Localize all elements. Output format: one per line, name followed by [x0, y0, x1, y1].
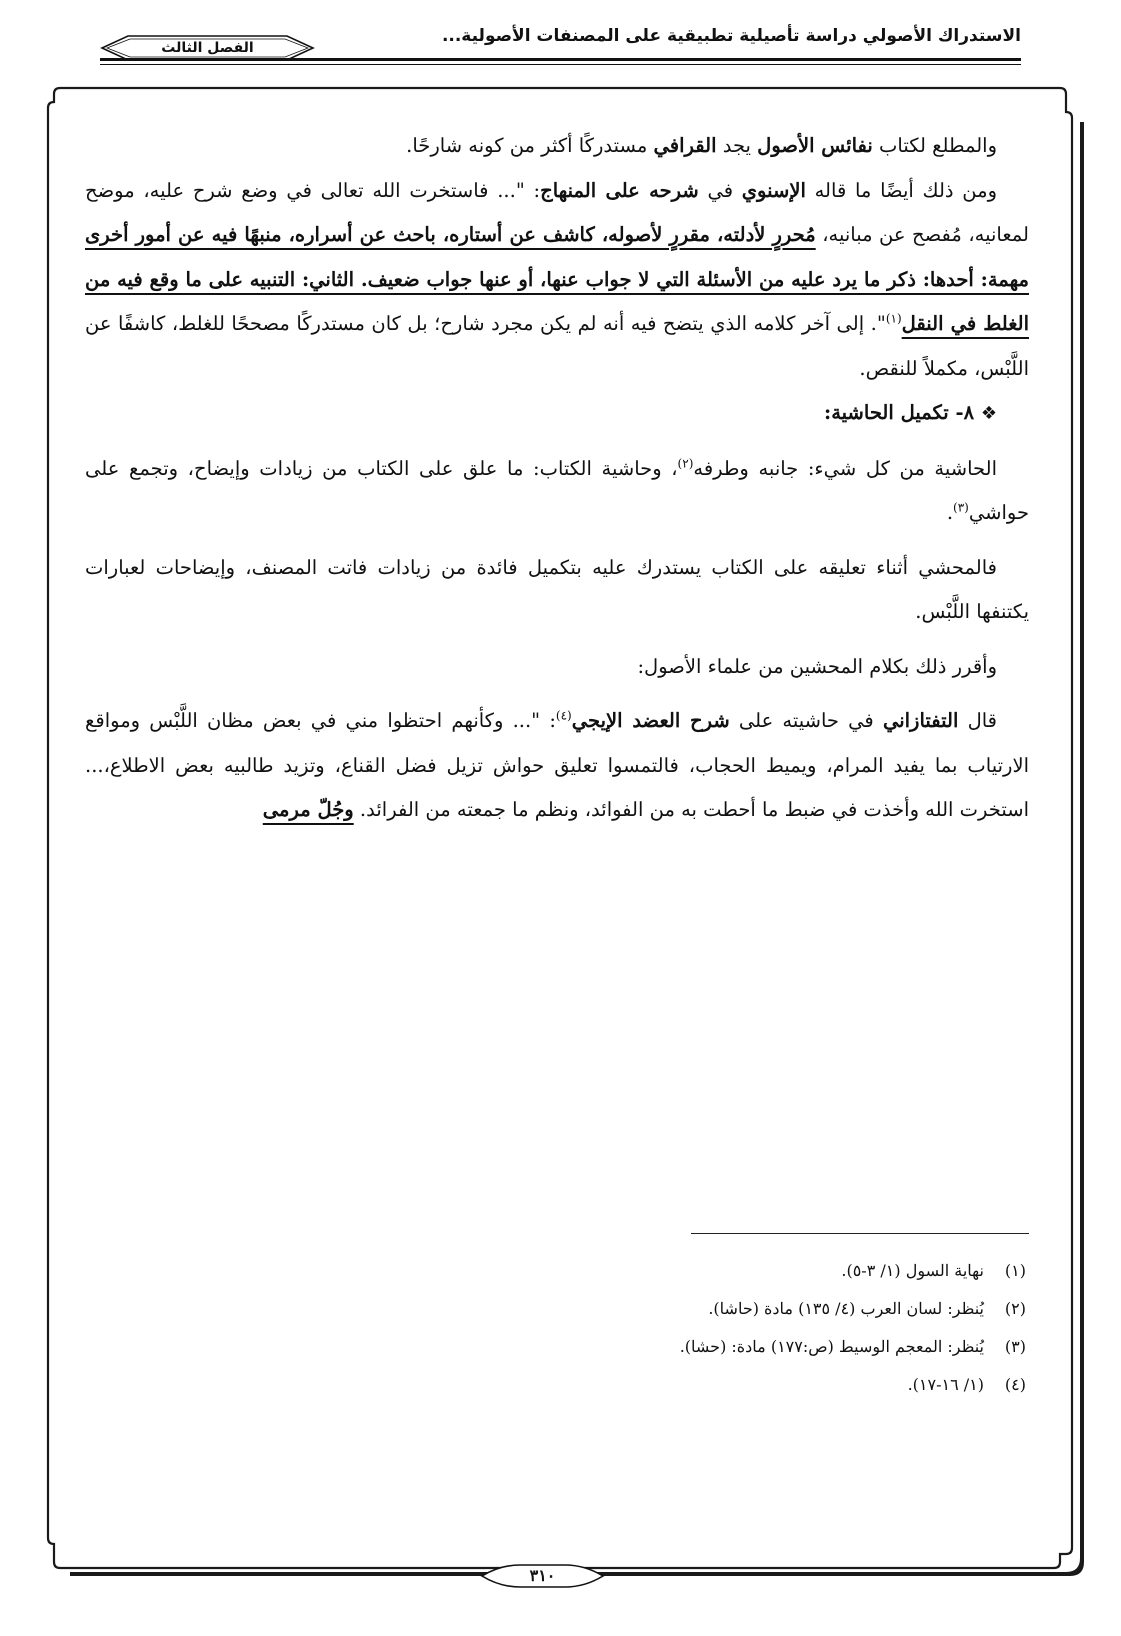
footnote-number: (١): [1004, 1261, 1026, 1280]
footnote-text: نهاية السول (١/ ٣-٥).: [841, 1261, 984, 1280]
footnote-item: [85, 1328, 1026, 1366]
footnote-number: (٣): [1004, 1337, 1026, 1356]
underlined-phrase: وجُلّ مرمى: [262, 798, 354, 821]
footnote-item: [85, 1366, 1026, 1404]
underlined-quote: مُحررٍ لأدلته، مقررٍ لأصوله، كاشف عن أستاره، باحث عن أسراره، منبهًا فيه عن أمور أخرى مهمة: أحدها: ذكر ما يرد عليه من الأسئلة التي لا جواب عنها، أو عنها جواب ضعيف. الثاني: التنبيه على ما وقع فيه من الغلط في النقل: [85, 223, 1029, 335]
footnote-text: يُنظر: المعجم الوسيط (ص:١٧٧) مادة: (حشا).: [679, 1337, 984, 1356]
author-name: القرافي: [653, 134, 717, 157]
paragraph-2: ومن ذلك أيضًا ما قاله الإسنوي في شرحه على المنهاج: "... فاستخرت الله تعالى في وضع شرح عليه، موضح لمعانيه، مُفصح عن مبانيه، مُحررٍ لأدلته، مقررٍ لأصوله، كاشف عن أستاره، باحث عن أسراره، منبهًا فيه عن أمور أخرى مهمة: أحدها: ذكر ما يرد عليه من الأسئلة التي لا جواب عنها، أو عنها جواب ضعيف. الثاني: التنبيه على ما وقع فيه من الغلط في النقل$^{(١)}$". إلى آخر كلامه الذي يتضح فيه أنه لم يكن مجرد شارح؛ بل كان مستدركًا مصححًا للغلط، كاشفًا عن اللَّبْس، مكملاً للنقص.: [85, 178, 1029, 380]
footnote-text: (١/ ١٦-١٧).: [907, 1375, 984, 1394]
footnote-number: (٢): [1004, 1299, 1026, 1318]
book-title: شرح العضد الإيجي: [571, 709, 730, 732]
author-name: الإسنوي: [741, 178, 806, 202]
book-title: شرحه على المنهاج: [540, 178, 699, 202]
running-title: الاستدراك الأصولي دراسة تأصيلية تطبيقية على المصنفات الأصولية...: [441, 26, 1021, 46]
paragraph-3: الحاشية من كل شيء: جانبه وطرفه$^{(٢)}$، وحاشية الكتاب: ما علق على الكتاب من زيادات وإيضاح، وتجمع على حواشي$^{(٣)}$.: [85, 456, 1029, 524]
footnote-number: (٤): [1004, 1375, 1026, 1394]
page-number: ٣١٠: [529, 1566, 556, 1585]
main-text: [85, 124, 1029, 833]
footnote-ref[interactable]: (٢): [677, 456, 694, 470]
footnote-ref[interactable]: (٤): [555, 708, 572, 723]
chapter-label: الفصل الثالث: [161, 40, 254, 56]
author-name: التفتازاني: [882, 709, 959, 732]
footnote-separator: [691, 1233, 1029, 1234]
header-rule-thin: [100, 64, 1021, 65]
book-title: نفائس الأصول: [757, 134, 873, 157]
page-number-badge: [480, 1563, 605, 1589]
diamond-bullet-icon: ❖: [980, 403, 997, 424]
paragraph-5: وأقرر ذلك بكلام المحشين من علماء الأصول:: [637, 654, 997, 678]
footnote-ref[interactable]: (١): [885, 311, 902, 326]
section-heading: ❖ ٨- تكميل الحاشية:: [824, 401, 997, 424]
footnote-ref[interactable]: (٣): [953, 500, 969, 515]
footnote-item: [85, 1252, 1026, 1290]
paragraph-4: فالمحشي أثناء تعليقه على الكتاب يستدرك عليه بتكميل فائدة من زيادات فاتت المصنف، وإيضاحات لعبارات يكتنفها اللَّبْس.: [85, 555, 1029, 623]
paragraph-1: والمطلع لكتاب نفائس الأصول يجد القرافي مستدركًا أكثر من كونه شارحًا.: [406, 134, 997, 157]
footnote-item: [85, 1290, 1026, 1328]
header-rule-thick: [100, 58, 1021, 61]
paragraph-6: قال التفتازاني في حاشيته على شرح العضد الإيجي$^{(٤)}$: "... وكأنهم احتظوا مني في بعض مظان اللَّبْس ومواقع الارتياب بما يفيد المرام، ويميط الحجاب، فالتمسوا تعليق حواش تزيل فضل القناع، وتزيد طالبيه بعض الاطلاع،... استخرت الله وأخذت في ضبط ما أحطت به من الفوائد، ونظم ما جمعته من الفرائد. وجُلّ مرمى: [85, 708, 1029, 821]
footnotes: [85, 1252, 1026, 1404]
page-header: [0, 0, 1121, 70]
footnote-text: يُنظر: لسان العرب (٤/ ١٣٥) مادة (حاشا).: [708, 1299, 984, 1318]
